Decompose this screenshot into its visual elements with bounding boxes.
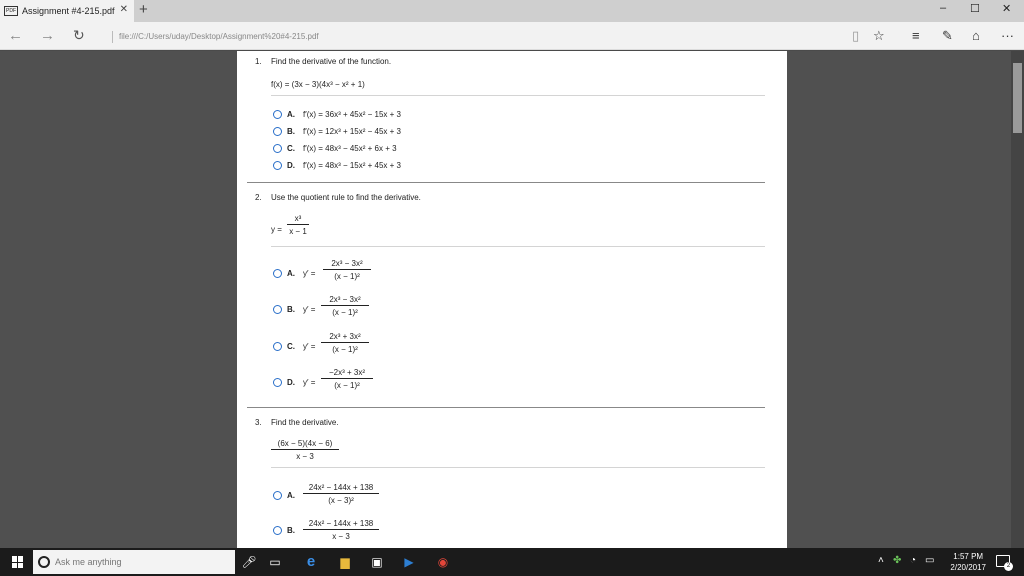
battery-icon[interactable]: ▭	[925, 555, 935, 566]
pdf-icon: PDF	[6, 8, 16, 14]
question-2-lhs: y =	[271, 225, 282, 234]
q2-option-d[interactable]: D. y′ =	[273, 378, 315, 387]
back-icon[interactable]: ←	[8, 27, 23, 44]
q3-option-b[interactable]: B.	[273, 526, 303, 535]
show-hidden-icons-icon[interactable]: ˄	[878, 555, 884, 566]
vertical-scrollbar[interactable]	[1011, 51, 1024, 548]
question-1-prompt: Find the derivative of the function.	[271, 57, 392, 66]
clock-date: 2/20/2017	[950, 563, 986, 572]
tab-title: Assignment #4-215.pdf	[22, 6, 115, 16]
question-3: 3. Find the derivative.	[255, 418, 339, 427]
question-2: 2. Use the quotient rule to find the derivative.	[255, 193, 421, 202]
q2-option-a[interactable]: A. y′ =	[273, 269, 315, 278]
q3-option-a-fraction: $\frac{\text{24x² − 144x + 138}}{\text{(x − 3)²}}$	[303, 483, 379, 505]
web-note-icon[interactable]: ✎	[942, 28, 953, 43]
network-app-icon[interactable]: ✤	[893, 555, 902, 566]
q1-option-c[interactable]: C. f′(x) = 48x³ − 45x² + 6x + 3	[273, 144, 397, 153]
file-explorer-icon[interactable]: ▆	[340, 555, 350, 569]
forward-icon[interactable]: →	[40, 27, 55, 44]
address-bar	[0, 22, 1024, 50]
q2-option-b[interactable]: B. y′ =	[273, 305, 315, 314]
tab-close-icon[interactable]: ✕	[119, 4, 128, 15]
radio-button[interactable]	[273, 161, 282, 170]
cortana-icon	[38, 556, 50, 568]
radio-button[interactable]	[273, 144, 282, 153]
q2-option-c[interactable]: C. y′ =	[273, 342, 315, 351]
question-3-prompt: Find the derivative.	[271, 418, 339, 427]
media-player-icon[interactable]: ▶	[404, 555, 414, 569]
radio-button[interactable]	[273, 110, 282, 119]
edge-browser-icon[interactable]: e	[306, 553, 316, 570]
q2-option-d-fraction: $\frac{\text{−2x³ + 3x²}}{\text{(x − 1)²}}$	[321, 368, 373, 390]
action-center-icon[interactable]	[996, 555, 1010, 567]
search-placeholder: Ask me anything	[55, 557, 122, 567]
divider	[271, 467, 765, 468]
question-divider	[247, 182, 765, 183]
pdf-viewer[interactable]	[0, 51, 1024, 548]
share-icon[interactable]: ⌂	[972, 28, 980, 43]
q2-option-a-fraction: $\frac{\text{2x³ − 3x²}}{\text{(x − 1)²}}$	[323, 259, 371, 281]
wifi-icon[interactable]: ◔	[910, 555, 917, 566]
store-icon[interactable]: ▣	[371, 555, 383, 569]
radio-button[interactable]	[273, 269, 282, 278]
cortana-search-box[interactable]	[33, 550, 235, 574]
reading-view-icon[interactable]: ▯	[852, 28, 860, 43]
maximize-button[interactable]: ☐	[970, 3, 980, 15]
q2-option-b-fraction: $\frac{\text{2x³ − 3x²}}{\text{(x − 1)²}}$	[321, 295, 369, 317]
radio-button[interactable]	[273, 127, 282, 136]
divider	[271, 95, 765, 96]
windows-start-icon[interactable]	[12, 556, 24, 568]
new-tab-button[interactable]: +	[139, 1, 148, 18]
taskbar	[0, 548, 1024, 576]
question-2-prompt: Use the quotient rule to find the derivative.	[271, 193, 421, 202]
divider	[271, 246, 765, 247]
scroll-thumb[interactable]	[1013, 63, 1022, 133]
hub-icon[interactable]: ≡	[912, 28, 920, 43]
radio-button[interactable]	[273, 378, 282, 387]
radio-button[interactable]	[273, 342, 282, 351]
question-2-fraction: $\frac{\text{x³}}{x - 1}$	[287, 214, 309, 236]
question-divider	[247, 407, 765, 408]
microphone-icon[interactable]: 🎤︎	[241, 555, 257, 569]
url-field[interactable]: file:///C:/Users/uday/Desktop/Assignment%20#4-215.pdf	[112, 31, 319, 43]
q1-option-a[interactable]: A. f′(x) = 36x³ + 45x² − 15x + 3	[273, 110, 401, 119]
refresh-icon[interactable]: ↻	[73, 27, 85, 43]
title-bar	[0, 0, 1024, 22]
tab-pdf[interactable]	[0, 0, 134, 22]
q3-option-b-fraction: $\frac{\text{24x² − 144x + 138}}{x - 3}$	[303, 519, 379, 541]
clock[interactable]	[950, 551, 986, 573]
favorite-star-icon[interactable]: ☆	[873, 28, 885, 43]
pdf-page	[237, 51, 787, 548]
task-view-icon[interactable]: ▭	[269, 555, 281, 569]
radio-button[interactable]	[273, 305, 282, 314]
question-1-function: f(x) = (3x − 3)(4x³ − x² + 1)	[271, 80, 365, 89]
q1-option-b[interactable]: B. f′(x) = 12x³ + 15x² − 45x + 3	[273, 127, 401, 136]
chrome-icon[interactable]: ◉	[437, 555, 449, 569]
question-3-fraction: $\frac{(6x - 5)(4x - 6)}{x - 3}$	[271, 439, 339, 461]
question-1: 1. Find the derivative of the function.	[255, 57, 392, 66]
minimize-button[interactable]: –	[940, 2, 947, 14]
radio-button[interactable]	[273, 491, 282, 500]
notification-count: 2	[1004, 562, 1013, 571]
more-icon[interactable]: ···	[1001, 28, 1014, 43]
radio-button[interactable]	[273, 526, 282, 535]
q2-option-c-fraction: $\frac{\text{2x³ + 3x²}}{\text{(x − 1)²}}$	[321, 332, 369, 354]
q1-option-d[interactable]: D. f′(x) = 48x³ − 15x² + 45x + 3	[273, 161, 401, 170]
close-window-button[interactable]: ✕	[1002, 3, 1012, 15]
q3-option-a[interactable]: A.	[273, 491, 303, 500]
clock-time: 1:57 PM	[953, 552, 984, 561]
